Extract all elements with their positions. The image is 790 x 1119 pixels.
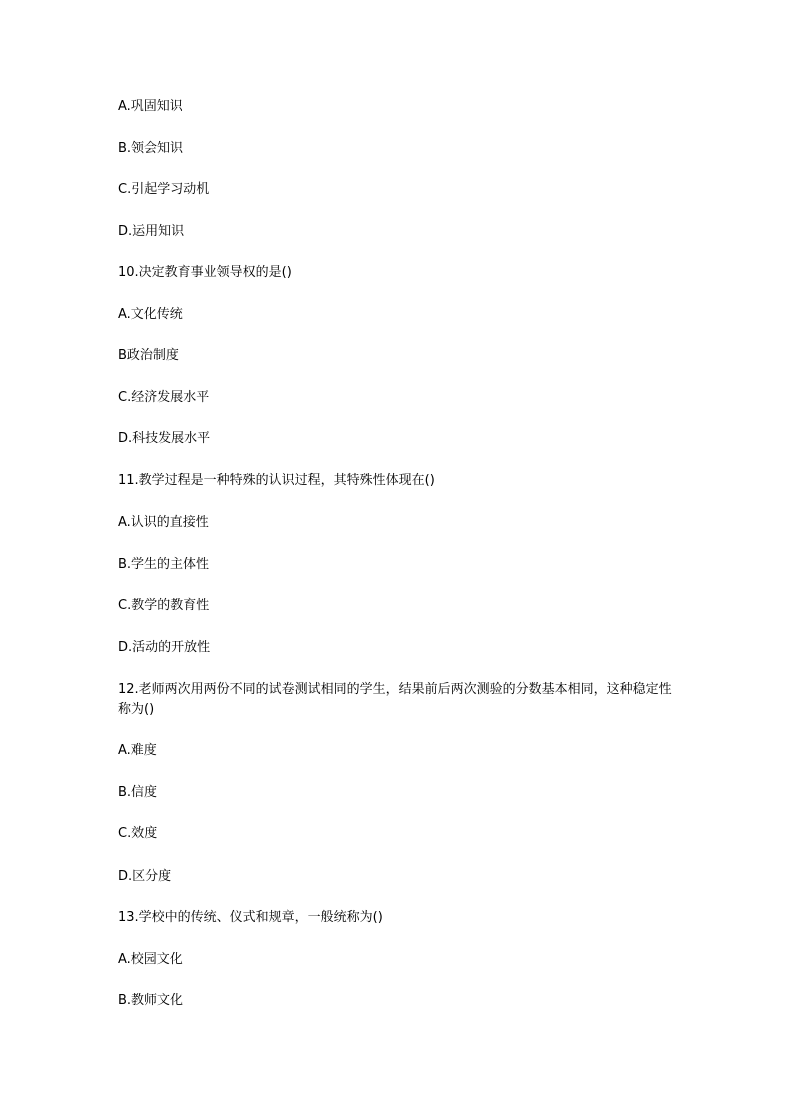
question-13: 13.学校中的传统、仪式和规章，一般统称为() xyxy=(118,910,383,925)
option-c-line: C.效度 xyxy=(118,826,158,841)
option-b-line: B.领会知识 xyxy=(118,141,184,156)
option-b-line: B.信度 xyxy=(118,785,158,800)
option-d-line: D.活动的开放性 xyxy=(118,640,211,655)
question-10: 10.决定教育事业领导权的是() xyxy=(118,265,292,280)
option-c-line: C.经济发展水平 xyxy=(118,390,210,405)
option-a-line: A.校园文化 xyxy=(118,952,183,967)
option-c-line: C.教学的教育性 xyxy=(118,598,210,613)
option-b-line: B.学生的主体性 xyxy=(118,557,210,572)
option-d-line: D.科技发展水平 xyxy=(118,431,211,446)
question-12: 12.老师两次用两份不同的试卷测试相同的学生，结果前后两次测验的分数基本相同，这种稳定性称为() xyxy=(118,682,672,717)
option-d-line: D.运用知识 xyxy=(118,224,185,239)
option-a-line: A.巩固知识 xyxy=(118,99,183,114)
option-b-line: B政治制度 xyxy=(118,348,179,363)
option-a-line: A.认识的直接性 xyxy=(118,515,209,530)
option-b-line: B.教师文化 xyxy=(118,993,184,1008)
question-11: 11.教学过程是一种特殊的认识过程，其特殊性体现在() xyxy=(118,473,435,488)
option-a-line: A.文化传统 xyxy=(118,307,183,322)
option-a-line: A.难度 xyxy=(118,743,157,758)
option-d-line: D.区分度 xyxy=(118,869,172,884)
option-c-line: C.引起学习动机 xyxy=(118,182,210,197)
